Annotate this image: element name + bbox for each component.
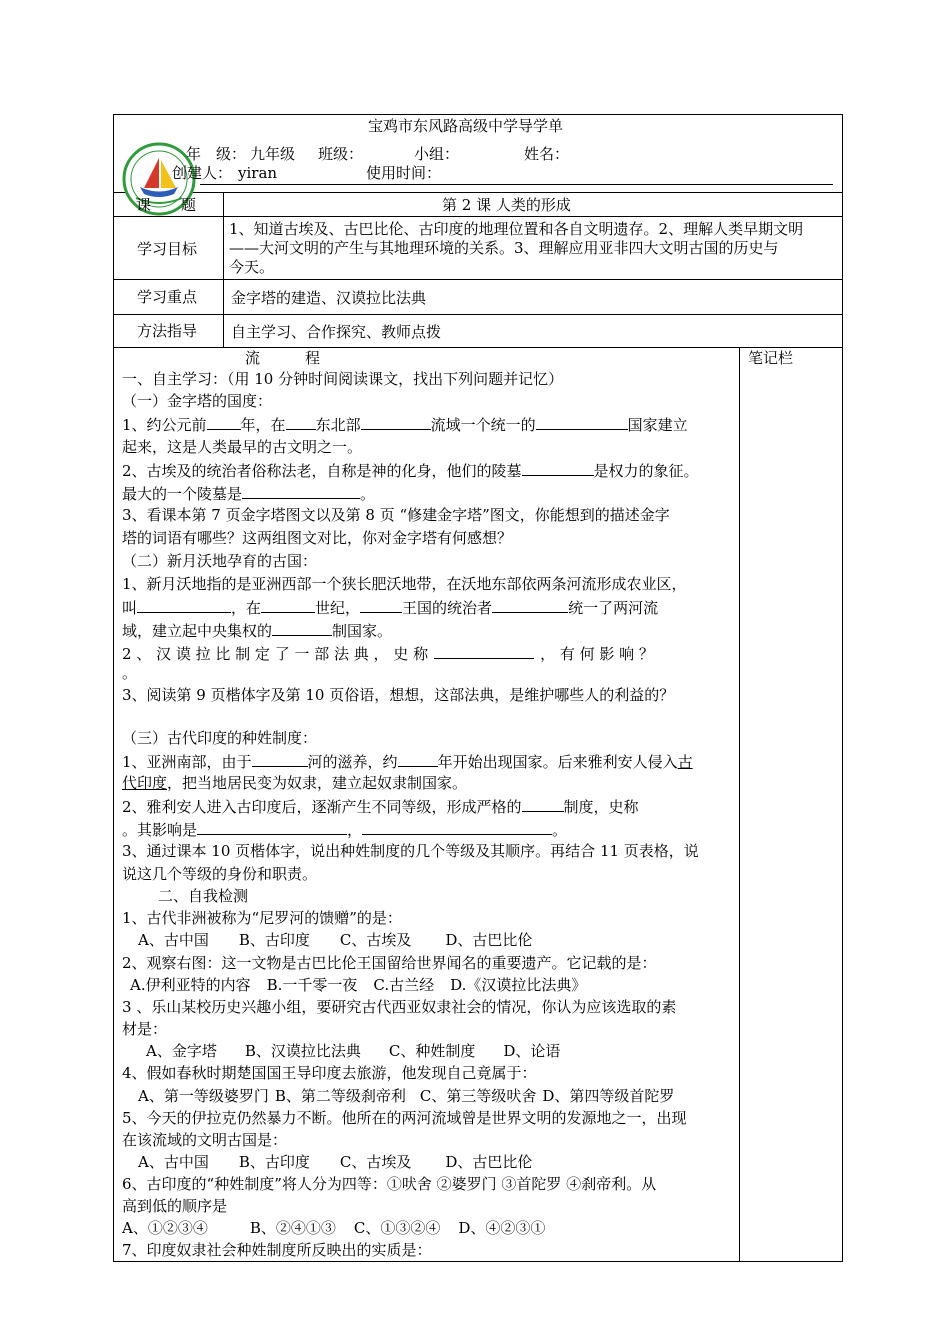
use-time-label: 使用时间： <box>366 164 442 182</box>
subsection-caste: （三）古代印度的种姓制度： <box>122 729 318 747</box>
test-3-options: A、金字塔 B、汉谟拉比法典 C、种姓制度 D、论语 <box>146 1042 561 1060</box>
grade-value: 九年级 <box>250 145 296 163</box>
method-label: 方法指导 <box>137 322 198 340</box>
method-value: 自主学习、合作探究、教师点拨 <box>231 323 442 341</box>
question-2-3: 3、阅读第 9 页楷体字及第 10 页俗语，想想，这部法典，是维护哪些人的利益的？ <box>122 686 675 704</box>
question-1-1: 1、约公元前 年，在 东北部 流域一个统一的 国家建立 <box>122 416 688 434</box>
subsection-pyramids: （一）金字塔的国度： <box>122 392 273 410</box>
creator-value: yiran <box>238 164 278 182</box>
test-5-options: A、古中国 B、古印度 C、古埃及 D、古巴比伦 <box>138 1153 533 1171</box>
question-1-1-cont: 起来，这是人类最早的古文明之一。 <box>122 438 363 456</box>
test-3-line-2: 材是： <box>122 1020 168 1038</box>
test-1: 1、古代非洲被称为“尼罗河的馈赠”的是： <box>122 909 402 927</box>
row-divider-method-bottom <box>113 347 843 348</box>
question-2-2: 2 、 汉 谟 拉 比 制 定 了 一 部 法 典 ， 史 称 ， 有 何 影 响 ？ <box>122 645 654 663</box>
question-1-3-line-1: 3、看课本第 7 页金字塔图文以及第 8 页 “修建金字塔”图文，你能想到的描述金字 <box>122 506 670 524</box>
question-2-1-line-2: 叫 ，在 世纪， 王国的统治者 统一了两河流 <box>122 599 659 617</box>
focus-value: 金字塔的建造、汉谟拉比法典 <box>231 289 427 307</box>
goal-label: 学习目标 <box>137 240 198 258</box>
goal-line-1: 1、知道古埃及、古巴比伦、古印度的地理位置和各自文明遗存。2、理解人类早期文明 <box>229 220 804 238</box>
test-6-line-1: 6、古印度的“种姓制度”将人分为四等：①吠舍 ②婆罗门 ③首陀罗 ④刹帝利。从 <box>122 1175 657 1193</box>
school-title: 宝鸡市东风路高级中学导学单 <box>368 117 564 135</box>
subsection-fertile-crescent: （二）新月沃地孕育的古国： <box>122 552 318 570</box>
test-7: 7、印度奴隶社会种姓制度所反映出的实质是： <box>122 1241 432 1259</box>
focus-label: 学习重点 <box>137 288 198 306</box>
test-5-line-2: 在该流域的文明古国是： <box>122 1131 288 1149</box>
question-3-1-line-1: 1、亚洲南部，由于 河的滋养，约 年开始出现国家。后来雅利安人侵入古 <box>122 753 693 771</box>
notes-title: 笔记栏 <box>748 349 794 367</box>
header-underline <box>200 184 833 185</box>
col-divider-label <box>223 192 224 347</box>
creator-label: 创建人： <box>172 164 233 182</box>
question-2-1-line-3: 域，建立起中央集权的 制国家。 <box>122 622 393 640</box>
question-3-2-line-2: 。其影响是 ， 。 <box>122 821 568 839</box>
topic-value: 第 2 课 人类的形成 <box>442 196 571 214</box>
name-label: 姓名： <box>524 145 570 163</box>
goal-line-2: ——大河文明的产生与其地理环境的关系。3、理解应用亚非四大文明古国的历史与 <box>229 239 779 257</box>
test-2: 2、观察右图：这一文物是古巴比伦王国留给世界闻名的重要遗产。它记载的是： <box>122 954 657 972</box>
group-label: 小组： <box>414 145 460 163</box>
section-self-check: 二、自我检测 <box>158 887 249 905</box>
test-3-line-1: 3 、乐山某校历史兴趣小组，要研究古代西亚奴隶社会的情况，你认为应该选取的素 <box>122 998 677 1016</box>
col-divider-notes <box>739 347 740 1262</box>
question-3-3-line-1: 3、通过课本 10 页楷体字，说出种姓制度的几个等级及其顺序。再结合 11 页表格，说 <box>122 842 699 860</box>
goal-line-3: 今天。 <box>229 258 275 276</box>
test-2-options: A.伊利亚特的内容 B.一千零一夜 C.古兰经 D.《汉谟拉比法典》 <box>130 976 587 994</box>
question-3-3-line-2: 说这几个等级的身份和职责。 <box>122 865 318 883</box>
topic-label: 课 题 <box>136 196 197 214</box>
question-1-3-line-2: 塔的词语有哪些？这两组图文对比，你对金字塔有何感想？ <box>122 529 513 547</box>
question-1-2: 2、古埃及的统治者俗称法老，自称是神的化身，他们的陵墓 是权力的象征。 <box>122 462 699 480</box>
grade-label: 年 级： <box>186 145 247 163</box>
question-2-2-cont: 。 <box>122 664 138 682</box>
test-5-line-1: 5、今天的伊拉克仍然暴力不断。他所在的两河流域曾是世界文明的发源地之一，出现 <box>122 1109 687 1127</box>
test-4: 4、假如春秋时期楚国国王导印度去旅游，他发现自己竟属于： <box>122 1064 537 1082</box>
question-3-1-line-2: 代印度，把当地居民变为奴隶，建立起奴隶制国家。 <box>122 774 468 792</box>
section-self-study: 一、自主学习：（用 10 分钟时间阅读课文，找出下列问题并记忆） <box>122 370 564 388</box>
question-1-2-cont: 最大的一个陵墓是 。 <box>122 485 376 503</box>
class-label: 班级： <box>318 145 364 163</box>
test-6-line-2: 高到低的顺序是 <box>122 1197 228 1215</box>
process-title: 流 程 <box>245 349 321 367</box>
test-6-options: A、①②③④ B、②④①③ C、①③②④ D、④②③① <box>122 1219 546 1237</box>
test-1-options: A、古中国 B、古印度 C、古埃及 D、古巴比伦 <box>138 931 533 949</box>
question-2-1-line-1: 1、新月沃地指的是亚洲西部一个狭长肥沃地带，在沃地东部依两条河流形成农业区， <box>122 575 687 593</box>
test-4-options: A、第一等级婆罗门 B、第二等级刹帝利 C、第三等级吠舍 D、第四等级首陀罗 <box>138 1087 675 1105</box>
question-3-2-line-1: 2、雅利安人进入古印度后，逐渐产生不同等级，形成严格的 制度，史称 <box>122 798 639 816</box>
